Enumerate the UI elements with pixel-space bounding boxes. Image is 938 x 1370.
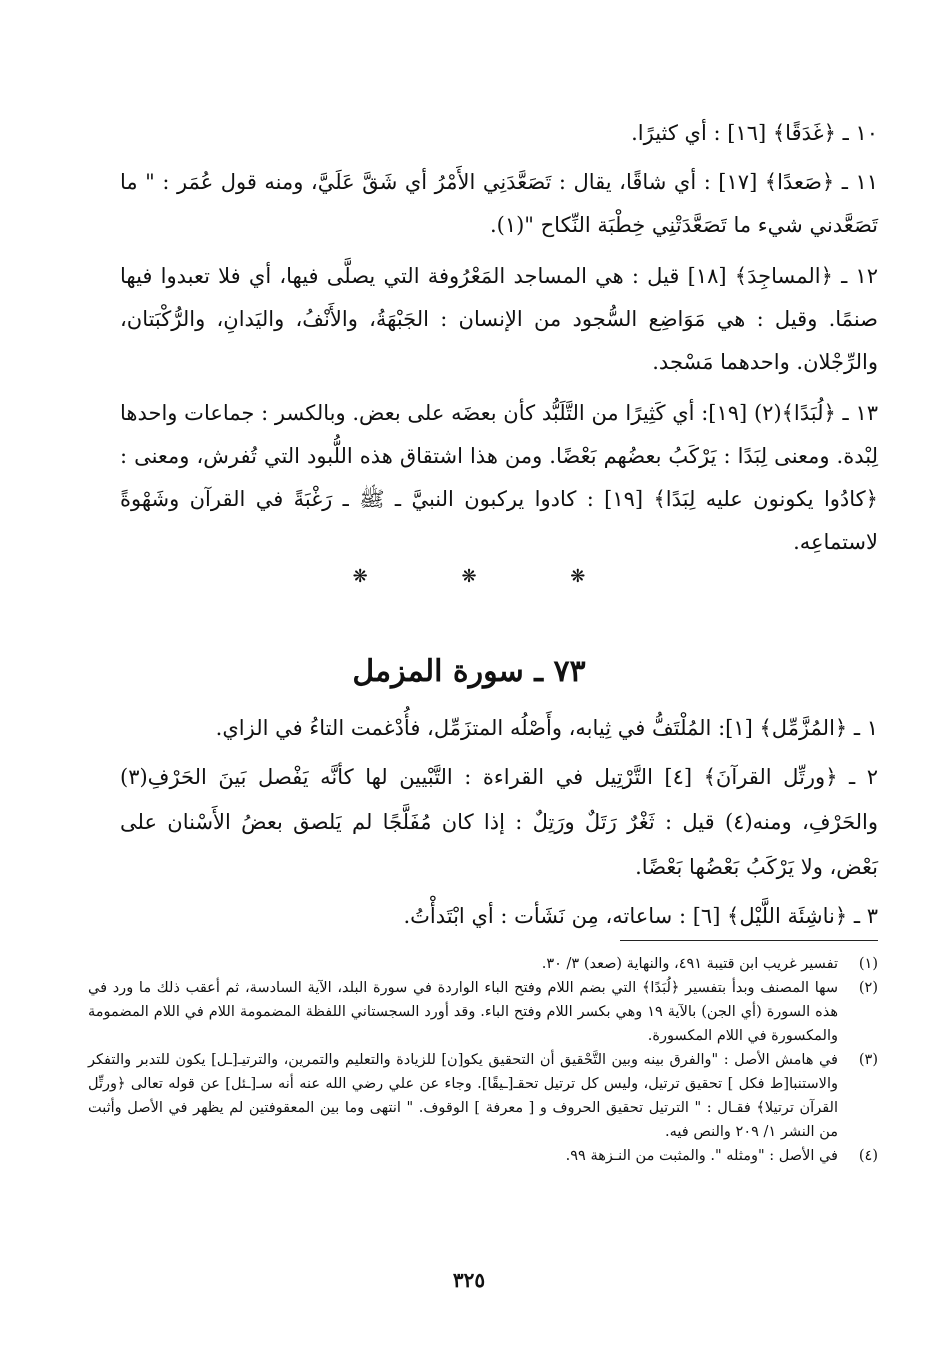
footnote [88, 976, 878, 1048]
footnote-text: سها المصنف وبدأ بتفسير ﴿لُبَدًا﴾ التي بضم اللام وفتح الباء الواردة في سورة البلد، الآية السادسة، ثم أعقب ذلك ما ورد في هذه السورة (أي الجن) بالآية ١٩ وهي بكسر اللام وفتح الباء. وقد أورد السجستاني اللفظة المضمومة اللام في اللام المضمومة والمكسورة في اللام المكسورة. [88, 980, 838, 1044]
glossary-entries-surah-muzzammil [120, 706, 878, 943]
glossary-entry: ١٢ ـ ﴿المساجِدَ﴾ [١٨] قيل : هي المساجد المَعْرُوفة التي يصلَّى فيها، أي فلا تعبدوا فيها صنمًا. وقيل : هي مَوَاضِع السُّجود من الإنسان : الجَبْهَةُ، والأَنْفُ، واليَدانِ، والرُّكْبَتان، والرِّجْلان. واحدهما مَسْجد. [120, 264, 878, 374]
glossary-entry: ١ ـ ﴿المُزَّمِّل﴾ [١]: المُلْتَفُّ في ثِيابه، وأَصْلُه المتزَمِّل، فأُدْغمت التاءُ في الزاي. [215, 716, 878, 740]
glossary-entry: ١١ ـ ﴿صَعدًا﴾ [١٧] : أي شاقًا، يقال : تَصَعَّدَنِي الأَمْرُ أي شَقَّ عَلَيَّ، ومنه قول عُمَر : " ما تَصَعَّدني شيء ما تَصَعَّدَتْنِي خِطْبَة النِّكاح "(١). [120, 170, 878, 237]
footnote [88, 1144, 878, 1168]
footnote-number: (١) [858, 956, 878, 972]
footnote [88, 1048, 878, 1144]
page-number: ٣٢٥ [452, 1268, 486, 1292]
glossary-entry: ١٠ ـ ﴿غَدَقًا﴾ [١٦] : أي كثيرًا. [631, 121, 878, 145]
glossary-entry: ٢ ـ ﴿ورتِّل القرآنَ﴾ [٤] التَّرْتِيل في القراءة : التَّبْيين لها كأنَّه يَفْصل بَينَ الحَرْفِ(٣) والحَرْفِ، ومنه(٤) قيل : ثَغْرٌ رَتَلٌ ورَتِلٌ : إذا كان مُفَلَّجًا لم يَلصق بعضُ الأَسْنان على بَعْض، ولا يَرْكَبُ بَعْضُها بَعْضًا. [120, 765, 879, 879]
glossary-entry: ٣ ـ ﴿ناشِئَة اللَّيْل﴾ [٦] : ساعاته، مِن نَشَأت : أي ابْتَدأْتُ. [403, 904, 878, 928]
footnote [88, 952, 878, 976]
surah-title: ٧٣ ـ سورة المزمل [352, 654, 586, 690]
section-separator-stars: ❋ ❋ ❋ [352, 566, 630, 587]
footnotes [88, 952, 878, 1168]
footnote-text: تفسير غريب ابن قتيبة ٤٩١، والنهاية (صعد) ٣/ ٣٠. [541, 956, 838, 972]
footnote-text: في هامش الأصل : "والفرق بينه وبين التَّحْقيق أن التحقيق يكو[ن] للزيادة والتعليم والتمرين، والترتيـ[ـل] يكون للتدبر والتفكر والاستنبا[ط فكل ] تحقيق ترتيل، وليس كل ترتيل تحقـ[ـيقًا]. وجاء عن علي رضي الله عنه أنه سـ[ـئل] عن قوله تعالى ﴿ورتِّل القرآن ترتيلا﴾ فقـال : " الترتيل تحقيق الحروف و [ معرفة ] الوقوف. " انتهى وما بين المعقوفتين لم يظهر في الأصل وأثبت من النشر ١/ ٢٠٩ والنص فيه. [88, 1052, 838, 1140]
footnote-number: (٢) [858, 980, 878, 996]
footnote-number: (٤) [858, 1148, 878, 1164]
glossary-entries-surah-jinn [120, 112, 878, 572]
glossary-entry: ١٣ ـ ﴿لُبَدًا﴾(٢) [١٩]: أي كَثِيرًا من التَّلَبُّد كأن بعضَه على بعض. وبالكسر : جماعات واحدها لِبْدة. ومعنى لِبَدًا : يَرْكَبُ بعضُهم بَعْضًا. ومن هذا اشتقاق هذه اللُّبود التي تُفرش، ومعنى : ﴿كادُوا يكونون عليه لِبَدًا﴾ [١٩] : كادوا يركبون النبيَّ ـ ﷺ ـ رَغْبَةً في القرآن وشَهْوةً لاستماعِه. [120, 401, 878, 554]
footnote-divider [620, 940, 878, 941]
footnote-number: (٣) [858, 1052, 878, 1068]
footnote-text: في الأصل : "ومثله ". والمثبت من النـزهة ٩٩. [565, 1148, 838, 1164]
